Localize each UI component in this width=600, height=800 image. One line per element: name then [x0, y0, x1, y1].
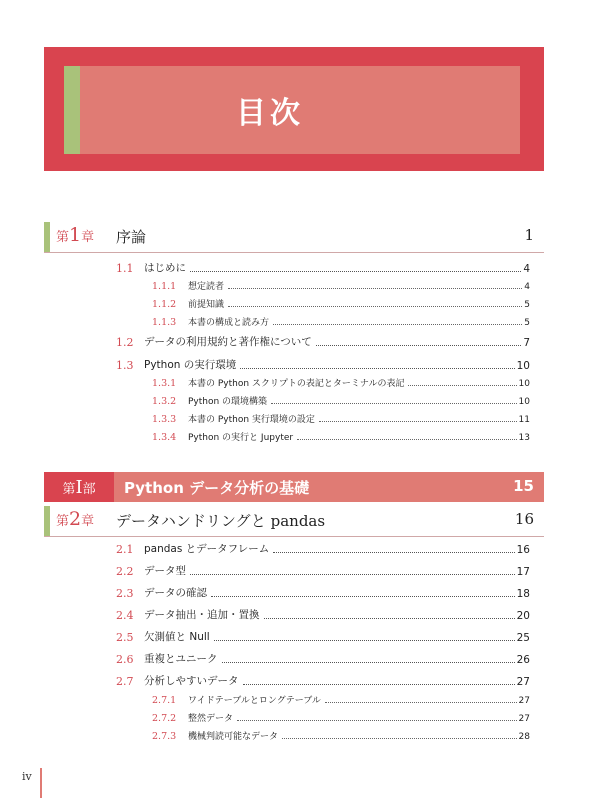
toc-entry[interactable]: 2.4 データ抽出・追加・置換 20: [116, 609, 530, 622]
toc-entry[interactable]: 2.5 欠測値と Null 25: [116, 631, 530, 644]
part-1-heading[interactable]: [44, 472, 544, 502]
toc-entry[interactable]: 2.1 pandas とデータフレーム 16: [116, 543, 530, 556]
toc-entry[interactable]: 2.2 データ型 17: [116, 565, 530, 578]
toc-title-accent: [64, 66, 80, 154]
chapter-page: 1: [524, 226, 534, 244]
toc-entry[interactable]: 2.6 重複とユニーク 26: [116, 653, 530, 666]
toc-subentry[interactable]: 1.1.2 前提知識 5: [152, 299, 530, 310]
chapter-accent-bar: [44, 506, 50, 536]
toc-subentry[interactable]: 1.3.3 本書の Python 実行環境の設定 11: [152, 414, 530, 425]
toc-subentry[interactable]: 1.3.4 Python の実行と Jupyter 13: [152, 432, 530, 443]
toc-entry[interactable]: 2.7 分析しやすいデータ 27: [116, 675, 530, 688]
toc-entry[interactable]: 1.2 データの利用規約と著作権について 7: [116, 336, 530, 349]
chapter-2-heading[interactable]: [44, 506, 544, 537]
toc-entry[interactable]: 2.3 データの確認 18: [116, 587, 530, 600]
chapter-page: 16: [514, 510, 534, 528]
chapter-label: 第1章: [56, 224, 95, 246]
toc-subentry[interactable]: 2.7.1 ワイドテーブルとロングテーブル 27: [152, 695, 530, 706]
part-label: 第 I 部: [44, 472, 114, 502]
toc-subentry[interactable]: 1.3.1 本書の Python スクリプトの表記とターミナルの表記 10: [152, 378, 530, 389]
toc-entry[interactable]: 1.3 Python の実行環境 10: [116, 359, 530, 372]
chapter-title: データハンドリングと pandas: [116, 512, 326, 530]
chapter-label: 第2章: [56, 508, 95, 530]
page-number: iv: [22, 770, 32, 783]
footer-accent-bar: [40, 768, 42, 798]
toc-subentry[interactable]: 2.7.2 整然データ 27: [152, 713, 530, 724]
chapter-accent-bar: [44, 222, 50, 252]
toc-subentry[interactable]: 1.1.3 本書の構成と読み方 5: [152, 317, 530, 328]
toc-subentry[interactable]: 2.7.3 機械判読可能なデータ 28: [152, 731, 530, 742]
part-page: 15: [513, 477, 534, 495]
toc-subentry[interactable]: 1.1.1 想定読者 4: [152, 281, 530, 292]
toc-title: 目次: [236, 96, 304, 131]
part-title: Python データ分析の基礎: [124, 479, 310, 497]
chapter-1-heading[interactable]: [44, 222, 544, 253]
toc-subentry[interactable]: 1.3.2 Python の環境構築 10: [152, 396, 530, 407]
toc-entry[interactable]: 1.1 はじめに 4: [116, 262, 530, 275]
chapter-title: 序論: [116, 228, 147, 246]
